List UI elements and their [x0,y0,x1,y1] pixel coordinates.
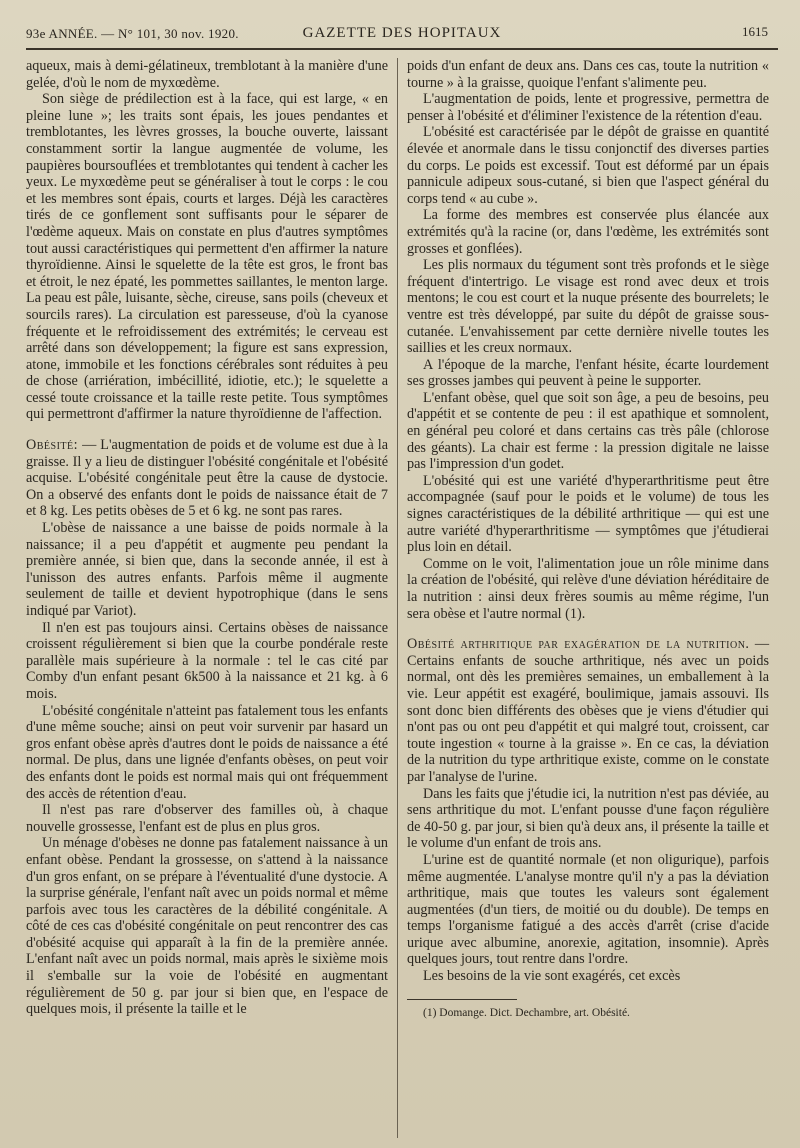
paragraph: poids d'un enfant de deux ans. Dans ces cas, toute la nutrition « tourne » à la graisse, quoique l'enfant s'alimente peu. [407,58,769,91]
section-body-text: — L'augmentation de poids et de volume est due à la graisse. Il y a lieu de distinguer l'obésité congénitale et l'obésité acquise. L'obésité congénitale peut être la cause de dystocie. On a observé des enfants dont le poids de naissance était de 7 et 8 kg. Les petits obèses de 5 et 6 kg. ne sont pas rares. [26,437,388,520]
paragraph: L'urine est de quantité normale (et non oligurique), parfois même augmentée. L'analyse montre qu'il n'y a pas la déviation arthritique, mais que toutes les valeurs sont également augmentées (d'un tiers, de moitié ou du double). De temps en temps l'organisme fatigué a des accès d'arrêt (crise d'acide urique avec albumine, anorexie, agitation, insomnie). Après quelques jours, tout rentre dans l'ordre. [407,851,769,968]
text-columns [26,58,778,1138]
footnote: (1) Domange. Dict. Dechambre, art. Obésité. [423,1006,630,1019]
section-body-text: — Certains enfants de souche arthritique, nés avec un poids normal, ont dès les premières semaines, un emballement à la vie. Leur appétit est exagéré, boulimique, jamais assouvi. Ils sont donc bien différents des obèses que je viens d'étudier qui n'ont pas ou ont peu d'appétit et qui malgré tout, croissent, car toute ingestion « tourne à la graisse ». En ce cas, la déviation de la nutrition du type arthritique existe, comme on le constate par l'analyse de l'urine. [407,636,770,785]
section-heading: Obésité: [26,437,79,454]
paragraph: L'obésité qui est une variété d'hyperarthritisme peut être accompagnée (sauf pour le poids et le volume) de tous les signes caractéristiques de la débilité arthritique — qui est une autre variété d'hyperarthritisme — symptômes que j'étudierai plus loin en détail. [407,472,769,556]
paragraph: L'enfant obèse, quel que soit son âge, a peu de besoins, peu d'appétit et se contente de peu : il est apathique et somnolent, en général peu coloré et dans certains cas très pâle (chlorose des géants). La chair est ferme : la pression digitale ne laisse pas l'impression d'un godet. [407,389,769,473]
paragraph: Un ménage d'obèses ne donne pas fatalement naissance à un enfant obèse. Pendant la grossesse, on s'attend à la naissance d'un gros enfant, on se prépare à l'éventualité d'une dystocie. A la surprise générale, l'enfant naît avec un poids normal et même parfois avec tous les caractères de la débilité congénitale. A côté de ces cas d'obésité congénitale on peut rencontrer des cas d'obésité acquise qui apparaît à la fin de la première année. L'enfant naît avec un poids normal, mais après le sixième mois il s'emballe sur la voie de l'obésité en augmentant régulièrement de 50 g. par jour si bien que, en l'espace de quelques mois, il présente la taille et le [26,835,388,1018]
paragraph: A l'époque de la marche, l'enfant hésite, écarte lourdement ses grosses jambes qui peuvent à peine le supporter. [407,356,769,390]
paragraph: L'obésité congénitale n'atteint pas fatalement tous les enfants d'une même souche; ainsi on peut voir survenir par hasard un gros enfant obèse après d'autres dont le poids de naissance a été normal. De plus, dans une lignée d'enfants obèses, on peut voir des enfants dont le poids est normal mais qui ont fréquemment des accès de rétention d'eau. [26,702,388,802]
section-paragraph [26,437,388,520]
paragraph: Il n'en est pas toujours ainsi. Certains obèses de naissance croissent régulièrement si bien que la courbe pondérale reste parallèle mais supérieure à la normale : tel le cas cité par Comby d'un enfant pesant 6k500 à la naissance et 21 kg. à 6 mois. [26,619,388,702]
paragraph: Il n'est pas rare d'observer des familles où, à chaque nouvelle grossesse, l'enfant est de plus en plus gros. [26,802,388,835]
footnote-rule [407,999,517,1000]
left-column [26,58,398,1138]
page-number: 1615 [742,24,768,39]
section-paragraph [407,636,769,785]
journal-title: GAZETTE DES HOPITAUX [302,25,502,41]
right-column [398,58,769,1138]
paragraph: Son siège de prédilection est à la face, qui est large, « en pleine lune »; les traits sont épais, les joues pendantes et tremblotantes, les lèvres grosses, la bouche ouverte, laissant constamment sortir la langue augmentée de volume, les paupières boursouflées et tremblotantes qui tendent à cacher les yeux. Le myxœdème peut se généraliser à tout le corps : le cou et les membres sont épais, courts et larges. Déjà les caractères tirés de ce gonflement sont suffisants pour le séparer de l'œdème aqueux. Mais on constate en plus d'autres symptômes tout aussi caractéristiques qui permettent d'en affirmer la nature thyroïdienne. Ainsi le squelette de la tête est gros, le front bas et étroit, le nez épaté, les pommettes saillantes, le menton large. La peau est pâle, luisante, sèche, cireuse, sans poils (cheveux et sourcils rares). La circulation est paresseuse, d'où la cyanose fréquente et le refroidissement des extrémités; le cerveau est arrêté dans son développement; la figure est sans expression, atone, immobile et les fonctions cérébrales sont réduites à peu de chose (arriération, imbécillité, idiotie, etc.); le squelette a cessé toute croissance et la taille reste petite. Tous symptômes qui permettront d'affirmer la nature thyroïdienne de l'affection. [26,91,388,423]
paragraph: Les plis normaux du tégument sont très profonds et le siège fréquent d'intertrigo. Le visage est rond avec deux et trois mentons; le cou est court et la nuque présente des bourrelets; le ventre est très développé, par suite du dépôt de graisse sous-cutanée. L'envahissement par cette dernière nivelle toutes les saillies et les creux normaux. [407,257,769,357]
paragraph: L'obèse de naissance a une baisse de poids normale à la naissance; il a peu d'appétit et augmente peu pendant la première année, si bien que, dans la seconde année, il est à l'unisson des autres enfants. Parfois même il augmente seulement de taille et devient hypotrophique (dans le sens indiqué par Variot). [26,520,388,619]
paragraph: aqueux, mais à demi-gélatineux, tremblotant à la manière d'une gelée, d'où le nom de myxœdème. [26,58,388,91]
issue-line: 93e ANNÉE. — N° 101, 30 nov. 1920. [26,26,239,41]
paragraph: L'obésité est caractérisée par le dépôt de graisse en quantité élevée et anormale dans le tissu conjonctif des diverses parties du corps. Le poids est excessif. Tout est déformé par un épais pannicule adipeux sous-cutané, si bien que l'aspect général du corps tend « au cube ». [407,124,769,207]
paragraph: Les besoins de la vie sont exagérés, cet excès [423,968,681,985]
paragraph: L'augmentation de poids, lente et progressive, permettra de penser à l'obésité et d'éliminer l'existence de la rétention d'eau. [407,91,769,124]
page-header [26,18,778,50]
section-heading: Obésité arthritique par exagération de la nutrition. [407,636,750,653]
paragraph: Comme on le voit, l'alimentation joue un rôle minime dans la création de l'obésité, qui relève d'une déviation héréditaire de la nutrition : ainsi deux frères soumis au même régime, l'un sera obèse et l'autre normal (1). [407,555,769,622]
paragraph: La forme des membres est conservée plus élancée aux extrémités qu'à la racine (or, dans l'œdème, les extrémités sont grosses et gonflées). [407,207,769,257]
paragraph: Dans les faits que j'étudie ici, la nutrition n'est pas déviée, au sens arthritique du mot. L'enfant pousse d'une façon régulière de 40-50 g. par jour, si bien qu'à deux ans, il présente la taille et le volume d'un enfant de trois ans. [407,785,769,852]
